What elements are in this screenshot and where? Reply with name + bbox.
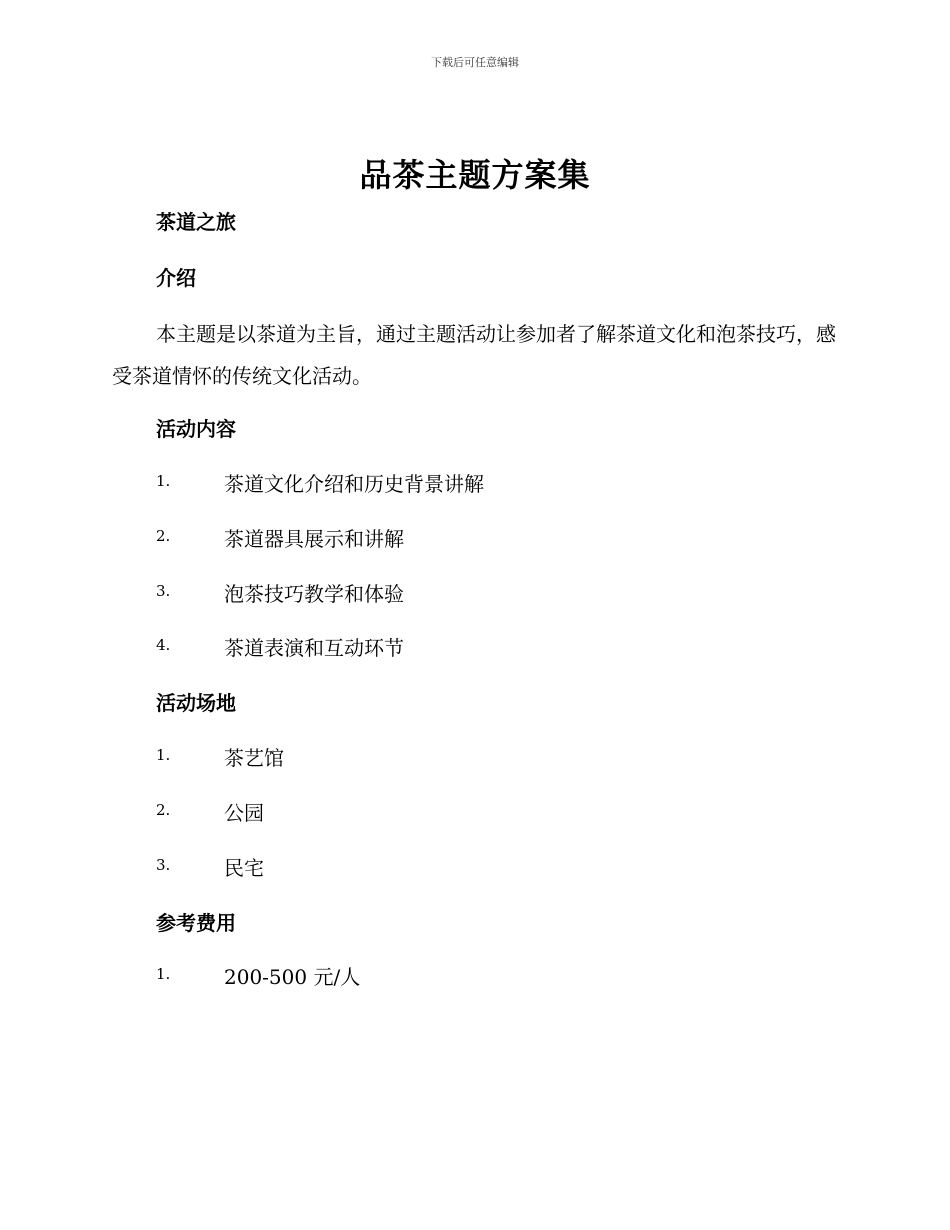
list-number: 2. [156,527,171,545]
cost-heading: 参考费用 [156,911,236,935]
list-text: 民宅 [224,856,264,880]
intro-paragraph: 本主题是以茶道为主旨，通过主题活动让参加者了解茶道文化和泡茶技巧，感受茶道情怀的传统文化活动。 [112,322,836,388]
list-number: 1. [156,965,171,983]
activities-heading: 活动内容 [156,417,236,441]
list-text: 公园 [224,801,264,825]
list-number: 1. [156,472,171,490]
list-number: 3. [156,582,171,600]
list-text: 茶道器具展示和讲解 [224,527,404,551]
header-note: 下载后可任意编辑 [431,56,519,69]
document-title: 品茶主题方案集 [359,156,591,194]
list-text: 200-500 元/人 [224,965,361,989]
list-number: 3. [156,856,171,874]
list-number: 2. [156,801,171,819]
list-text: 泡茶技巧教学和体验 [224,582,404,606]
list-number: 1. [156,746,171,764]
section-title: 茶道之旅 [156,210,236,234]
venues-heading: 活动场地 [156,691,236,715]
list-number: 4. [156,636,171,654]
list-text: 茶道文化介绍和历史背景讲解 [224,472,484,496]
list-text: 茶艺馆 [224,746,284,770]
intro-heading: 介绍 [156,266,196,290]
list-text: 茶道表演和互动环节 [224,636,404,660]
